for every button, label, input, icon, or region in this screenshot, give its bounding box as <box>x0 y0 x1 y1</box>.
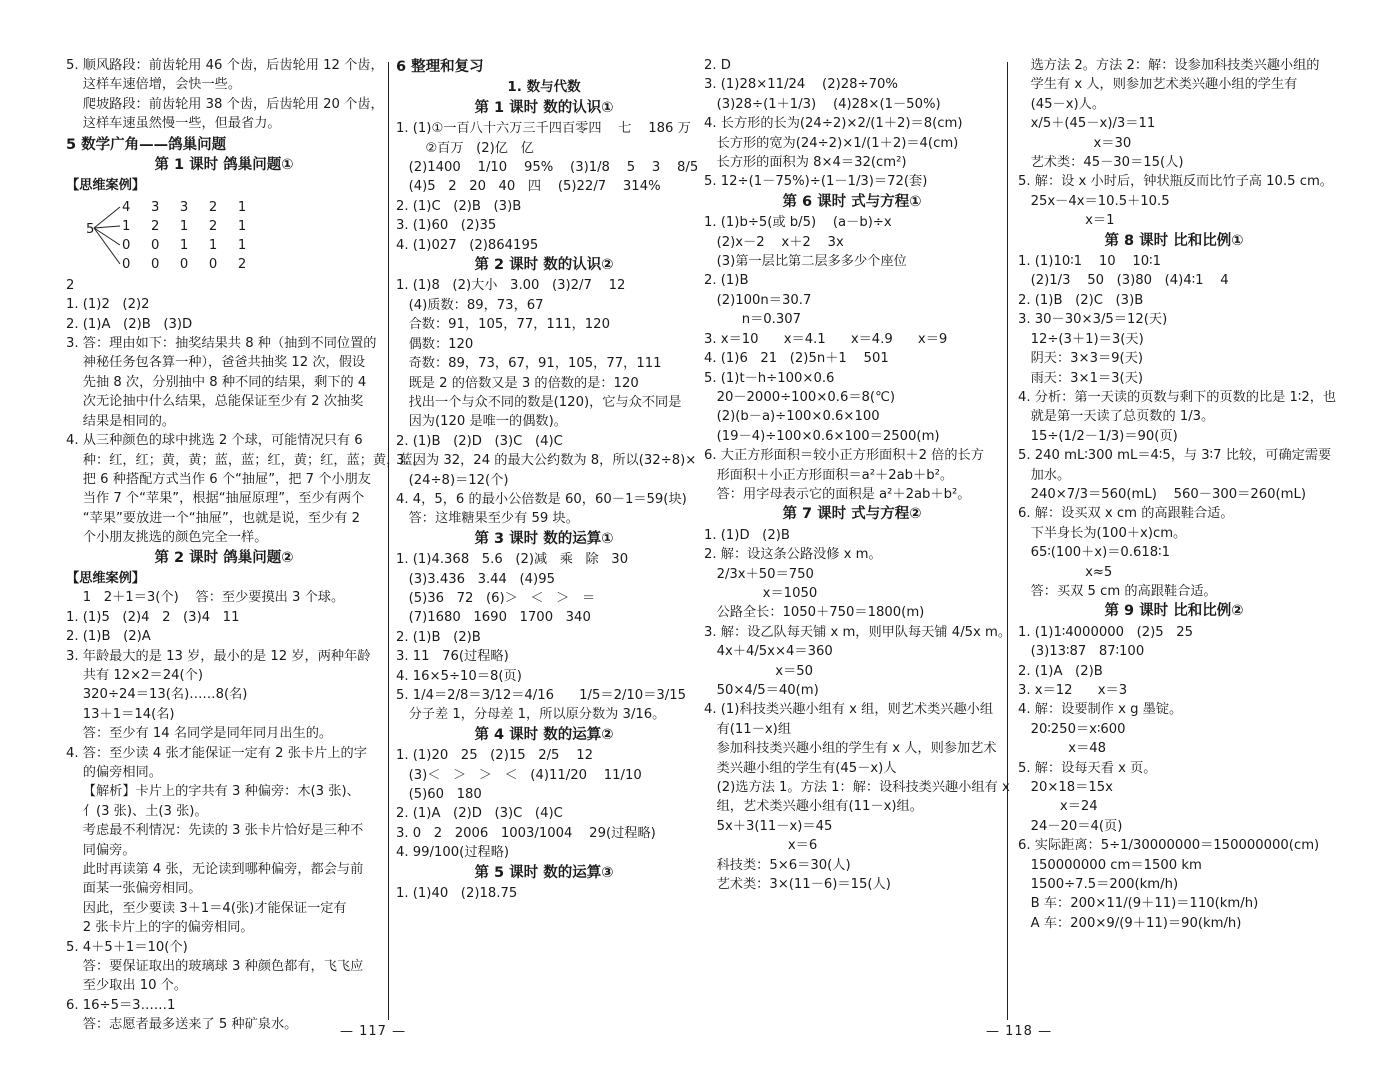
answer-line: 3. 11 76(过程略) <box>396 649 509 665</box>
continued-answers <box>704 56 1000 192</box>
answer-line: 20∶250＝x∶600 <box>1018 721 1126 737</box>
answer-line: 1. (1)b÷5(或 b/5) (a－b)÷x <box>704 215 892 231</box>
answer-line: 65∶(100＋x)＝0.618∶1 <box>1018 545 1171 561</box>
answer-line: 5. (1)t－h÷100×0.6 <box>704 370 835 386</box>
lesson-blocks <box>1018 232 1337 934</box>
answer-line: 2. D <box>704 58 731 73</box>
answer-line: 3. (1)60 (2)35 <box>396 218 497 234</box>
answer-line: (3)28÷(1＋1/3) (4)28×(1－50%) <box>704 96 941 112</box>
column-4 <box>1018 56 1337 933</box>
answer-line: 【解析】卡片上的字共有 3 种偏旁：木(3 张)、 <box>66 784 360 800</box>
answer-line: 6. 解：设买双 x cm 的高跟鞋合适。 <box>1018 506 1234 522</box>
tree-row: 0 0 1 1 1 <box>122 237 249 253</box>
answer-line: 的偏旁相同。 <box>66 765 162 780</box>
answer-line: 偶数：120 <box>396 336 474 352</box>
lesson-title: 第 9 课时 比和比例② <box>1104 603 1244 620</box>
lesson-blocks <box>396 99 699 904</box>
answer-line: 至少取出 10 个。 <box>66 978 188 994</box>
answer-line: x＝1050 <box>704 585 818 601</box>
answer-line: (2)1400 1/10 95% (3)1/8 5 3 8/5 <box>396 160 699 176</box>
answer-line: 参加科技类兴趣小组的学生有 x 人，则参加艺术 <box>704 741 997 757</box>
answer-line: 2. (1)C (2)B (3)B <box>396 198 522 214</box>
answer-line: 考虑最不利情况：先读的 3 张卡片恰好是三种不 <box>66 823 364 839</box>
answer-line: 24－20＝4(页) <box>1018 818 1123 834</box>
answer-line: 2/3x＋50＝750 <box>704 566 814 582</box>
answer-line: 阴天：3×3＝9(天) <box>1018 351 1144 367</box>
answer-line: (4)5 2 20 40 四 (5)22/7 314% <box>396 179 661 195</box>
answer-line: 下半身长为(100＋x)cm。 <box>1018 525 1187 541</box>
answer-line: 2. (1)B (2)B <box>396 629 481 645</box>
answer-line: 神秘任务包各算一种），爸爸共抽奖 12 次，假设 <box>66 355 366 371</box>
section-title: 6 整理和复习 <box>396 59 484 75</box>
answer-line: 答：买双 5 cm 的高跟鞋合适。 <box>1018 583 1217 599</box>
answer-line: 15÷(1/2－1/3)＝90(页) <box>1018 428 1178 444</box>
answer-line: 选方法 2。方法 2：解：设参加科技类兴趣小组的 <box>1018 58 1320 73</box>
answer-line: 1500÷7.5＝200(km/h) <box>1018 877 1179 893</box>
answer-line: 3. 答：理由如下：抽奖结果共 8 种（抽到不同位置的 <box>66 336 377 352</box>
answer-line: 合数：91，105，77，111，120 <box>396 317 610 333</box>
answer-line: 4. 从三种颜色的球中挑选 2 个球，可能情况只有 6 <box>66 433 363 449</box>
answer-line: 5. 12÷(1－75%)÷(1－1/3)＝72(套) <box>704 174 928 190</box>
answer-line: 6. 实际距离：5÷1/30000000＝150000000(cm) <box>1018 838 1320 854</box>
answer-line: 2. (1)B (2)D (3)C (4)C <box>396 433 563 449</box>
answer-line: 形面积＋小正方形面积＝a²＋2ab＋b²。 <box>704 467 954 483</box>
answer-line: 亻(3 张)、土(3 张)。 <box>66 803 208 819</box>
case-tag: 【思维案例】 <box>66 178 146 194</box>
answer-line: 科技类：5×6＝30(人) <box>704 857 851 873</box>
answer-line: 2. (1)B <box>704 273 749 289</box>
answer-line: 1. (1)1∶4000000 (2)5 25 <box>1018 624 1194 640</box>
answer-line: 1. (1)8 (2)大小 3.00 (3)2/7 12 <box>396 278 626 294</box>
answer-line: 3. (1)28×11/24 (2)28÷70% <box>704 77 898 93</box>
answer-line: 1. (1)20 25 (2)15 2/5 12 <box>396 748 593 764</box>
answer-line: 6. 大正方形面积＝较小正方形面积＋2 倍的长方 <box>704 448 984 464</box>
answer-line: 2 张卡片上的字的偏旁相同。 <box>66 920 254 936</box>
column-3 <box>704 56 1012 894</box>
lesson-blocks <box>704 193 1012 895</box>
answer-line: 艺术类：45－30＝15(人) <box>1018 155 1184 171</box>
lesson-title: 第 2 课时 鸽巢问题② <box>154 549 294 566</box>
answer-line: 答：这堆糖果至少有 59 块。 <box>396 511 579 527</box>
subsection-title: 1. 数与代数 <box>507 79 581 96</box>
answer-line: 2. (1)A (2)D (3)C (4)C <box>396 806 563 822</box>
answer-line: 长方形的面积为 8×4＝32(cm²) <box>704 155 907 171</box>
answer-line: 结果是相同的。 <box>66 413 176 429</box>
lesson-title: 第 3 课时 数的运算① <box>474 530 614 547</box>
lesson-title: 第 5 课时 数的运算③ <box>474 864 614 881</box>
answer-line: 同偏旁。 <box>66 842 136 858</box>
answer-line: 个小朋友挑选的颜色完全一样。 <box>66 530 268 546</box>
answer-line: (2)1/3 50 (3)80 (4)4∶1 4 <box>1018 273 1229 289</box>
answer-line: 3. 因为 32，24 的最大公约数为 8，所以(32÷8)× <box>396 453 697 469</box>
answer-line: 3. 年龄最大的是 13 岁，最小的是 12 岁，两种年龄 <box>66 648 371 664</box>
answer-line: 4. 分析：第一天读的页数与剩下的页数的比是 1∶2，也 <box>1018 389 1337 405</box>
answer-line: (24÷8)＝12(个) <box>396 472 509 488</box>
answer-line: 把 6 种搭配方式当作 6 个“抽屉”，把 7 个小朋友 <box>66 471 371 487</box>
answer-line: 25x－4x＝10.5＋10.5 <box>1018 193 1170 209</box>
answer-line: x＝48 <box>1018 741 1107 757</box>
tree-branches <box>92 198 124 274</box>
answer-line: (19－4)÷100×0.6×100＝2500(m) <box>704 428 940 444</box>
pre-section-answers <box>66 56 382 134</box>
answer-line: 5. 解：设每天看 x 页。 <box>1018 760 1157 776</box>
answer-line: (45－x)人。 <box>1018 96 1106 112</box>
lesson-title: 第 7 课时 式与方程② <box>782 506 922 523</box>
lesson-title: 第 6 课时 式与方程① <box>782 193 922 210</box>
answer-line: 既是 2 的倍数又是 3 的倍数的是：120 <box>396 375 639 391</box>
lesson-title: 第 8 课时 比和比例① <box>1104 232 1244 249</box>
answer-line: x＝30 <box>1018 135 1132 151</box>
answer-line: 答：志愿者最多送来了 5 种矿泉水。 <box>66 1017 298 1033</box>
lesson2-answers <box>66 588 382 1034</box>
answer-line: (5)60 180 <box>396 787 482 803</box>
answer-line: (7)1680 1690 1700 340 <box>396 610 591 626</box>
answer-line: (3)13∶87 87∶100 <box>1018 644 1145 660</box>
answer-line: A 车：200×9/(9＋11)＝90(km/h) <box>1018 915 1242 931</box>
answer-line: 1. (1)4.368 5.6 (2)减 乘 除 30 <box>396 552 629 568</box>
answer-line: 因此，至少要读 3＋1＝4(张)才能保证一定有 <box>66 900 347 916</box>
answer-line: 4. (1)027 (2)864195 <box>396 237 539 253</box>
answer-line: 雨天：3×1＝3(天) <box>1018 370 1144 386</box>
answer-line: 2. (1)A (2)B (3)D <box>66 316 193 332</box>
answer-line: (4)质数：89，73，67 <box>396 297 544 313</box>
answer-line: 爬坡路段：前齿轮用 38 个齿，后齿轮用 20 个齿， <box>66 96 384 112</box>
answer-line: 4. 解：设要制作 x g 墨锭。 <box>1018 702 1183 718</box>
lesson1-answers <box>66 276 426 548</box>
answer-line: 3. x＝12 x＝3 <box>1018 683 1128 698</box>
answer-line: 50×4/5＝40(m) <box>704 683 819 698</box>
answer-line: 2 <box>66 277 75 293</box>
answer-line: 答：用字母表示它的面积是 a²＋2ab＋b²。 <box>704 486 971 502</box>
number-tree <box>66 198 382 274</box>
answer-line: 公路全长：1050＋750＝1800(m) <box>704 605 925 621</box>
answer-line: (5)36 72 (6)＞ ＜ ＞ ＝ <box>396 590 596 606</box>
answer-line: x＝50 <box>704 663 814 679</box>
answer-line: (2)(b－a)÷100×0.6×100 <box>704 409 880 425</box>
answer-line: x/5＋(45－x)/3＝11 <box>1018 116 1156 132</box>
answer-line: x＝24 <box>1018 799 1098 815</box>
answer-line: 共有 12×2＝24(个) <box>66 667 204 683</box>
answer-line: n＝0.307 <box>704 312 802 328</box>
answer-line: 3. 0 2 2006 1003/1004 29(过程略) <box>396 825 656 841</box>
tree-row: 4 3 3 2 1 <box>122 199 249 215</box>
answer-line: 1. (1)①一百八十六万三千四百零四 七 186 万 <box>396 121 691 137</box>
answer-line: 3. 30－30×3/5＝12(天) <box>1018 312 1168 328</box>
answer-line: 2. (1)B (2)A <box>66 629 151 645</box>
answer-line: ②百万 (2)亿 亿 <box>396 140 534 156</box>
answer-line: 先抽 8 次，分别抽中 8 种不同的结果，剩下的 4 <box>66 374 367 390</box>
answer-line: B 车：200×11/(9＋11)＝110(km/h) <box>1018 896 1259 912</box>
answer-line: (2)选方法 1。方法 1：解：设科技类兴趣小组有 x <box>704 780 1010 796</box>
column-divider-right <box>1007 62 1008 1020</box>
column-2 <box>396 56 699 903</box>
answer-line: 类兴趣小组的学生有(45－x)人 <box>704 760 897 776</box>
answer-line: 答：至少有 14 名同学是同年同月出生的。 <box>66 726 333 742</box>
answer-line: 6. 16÷5＝3……1 <box>66 997 176 1013</box>
answer-line: 2. (1)B (2)C (3)B <box>1018 292 1144 308</box>
answer-line: 找出一个与众不同的数是(120)，它与众不同是 <box>396 394 682 410</box>
case-tag: 【思维案例】 <box>66 570 146 586</box>
answer-line: 分子差 1，分母差 1，所以原分数为 3/16。 <box>396 707 666 723</box>
answer-line: 3. 解：设乙队每天铺 x m，则甲队每天铺 4/5x m。 <box>704 624 1012 640</box>
answer-line: 2. 解：设这条公路没修 x m。 <box>704 547 882 563</box>
answer-line: (2)100n＝30.7 <box>704 292 812 308</box>
answer-line: 150000000 cm＝1500 km <box>1018 857 1202 873</box>
answer-line: 这样车速虽然慢一些，但最省力。 <box>66 116 281 132</box>
answer-line: (3)＜ ＞ ＞ ＜ (4)11/20 11/10 <box>396 767 642 783</box>
page-number-right: — 118 — <box>986 1024 1053 1039</box>
answer-line: “苹果”要放进一个“抽屉”，也就是说，至少有 2 <box>66 510 361 526</box>
answer-line: 就是第一天读了总页数的 1/3。 <box>1018 409 1215 425</box>
answer-line: 有(11－x)组 <box>704 721 792 737</box>
answer-line: 20×18＝15x <box>1018 780 1113 796</box>
answer-line: (3)3.436 3.44 (4)95 <box>396 571 555 587</box>
answer-line: x＝6 <box>704 838 818 854</box>
answer-line: 5x＋3(11－x)＝45 <box>704 818 833 834</box>
answer-line: 此时再读第 4 张，无论读到哪种偏旁，都会与前 <box>66 862 364 878</box>
answer-line: 5. 1/4＝2/8＝3/12＝4/16 1/5＝2/10＝3/15 <box>396 688 686 703</box>
answer-line: 奇数：89，73，67，91，105，77，111 <box>396 356 662 372</box>
answer-line: 5. 顺风路段：前齿轮用 46 个齿，后齿轮用 12 个齿， <box>66 58 384 73</box>
answer-line: 5. 解：设 x 小时后，钟状瓶反而比竹子高 10.5 cm。 <box>1018 174 1333 190</box>
continued-answers <box>1018 56 1333 231</box>
answer-line: 1. (1)40 (2)18.75 <box>396 886 518 902</box>
answer-line: 答：要保证取出的玻璃球 3 种颜色都有，飞飞应 <box>66 959 364 975</box>
column-divider-left <box>388 62 389 1020</box>
answer-line: 13＋1＝14(名) <box>66 706 175 722</box>
answer-line: 4. 99/100(过程略) <box>396 845 510 861</box>
answer-line: 4. 答：至少读 4 张才能保证一定有 2 张卡片上的字 <box>66 745 367 761</box>
answer-line: 长方形的宽为(24÷2)×1/(1＋2)＝4(cm) <box>704 135 959 151</box>
answer-line: (2)x－2 x＋2 3x <box>704 234 844 250</box>
answer-line: 12÷(3＋1)＝3(天) <box>1018 331 1144 347</box>
lesson-title: 第 1 课时 数的认识① <box>474 99 614 116</box>
answer-line: 次无论抽中什么结果，总能保证至少有 2 次抽奖 <box>66 394 364 410</box>
answer-line: 5. 240 mL∶300 mL＝4∶5，与 3∶7 比较，可确定需要 <box>1018 448 1332 464</box>
answer-line: 20－2000÷100×0.6＝8(℃) <box>704 389 896 405</box>
lesson-title: 第 1 课时 鸽巢问题① <box>154 157 294 174</box>
answer-line: x＝1 <box>1018 213 1115 229</box>
lesson-title: 第 4 课时 数的运算② <box>474 726 614 743</box>
answer-line: 1. (1)D (2)B <box>704 527 790 543</box>
answer-line: 1 2＋1＝3(个) 答：至少要摸出 3 个球。 <box>66 590 345 606</box>
lesson-title: 第 2 课时 数的认识② <box>474 257 614 274</box>
answer-line: 4. 4，5，6 的最小公倍数是 60，60－1＝59(块) <box>396 491 687 507</box>
answer-line: x≈5 <box>1018 564 1113 580</box>
answer-line: 种：红，红；黄，黄；蓝，蓝；红，黄；红，蓝；黄，蓝。 <box>66 452 426 468</box>
answer-line: 当作 7 个“苹果”，根据“抽屉原理”，至少有两个 <box>66 491 365 507</box>
answer-line: 4. (1)科技类兴趣小组有 x 组，则艺术类兴趣小组 <box>704 702 994 718</box>
answer-line: 因为(120 是唯一的偶数)。 <box>396 414 567 430</box>
answer-line: 2. (1)A (2)B <box>1018 663 1103 679</box>
section-title: 5 数学广角——鸽巢问题 <box>66 136 227 153</box>
answer-line: 1. (1)10∶1 10 10∶1 <box>1018 254 1161 270</box>
answer-line: 学生有 x 人，则参加艺术类兴趣小组的学生有 <box>1018 77 1298 93</box>
answer-line: 4. (1)6 21 (2)5n＋1 501 <box>704 351 889 367</box>
page-number-left: — 117 — <box>340 1024 407 1039</box>
answer-line: 3. x＝10 x＝4.1 x＝4.9 x＝9 <box>704 331 948 347</box>
answer-line: 1. (1)2 (2)2 <box>66 297 150 313</box>
answer-line: 1. (1)5 (2)4 2 (3)4 11 <box>66 609 240 625</box>
answer-line: 4. 长方形的长为(24÷2)×2/(1＋2)＝8(cm) <box>704 116 963 132</box>
tree-root: 5 <box>86 221 95 237</box>
answer-line: 这样车速倍增，会快一些。 <box>66 77 242 93</box>
answer-line: 240×7/3＝560(mL) 560－300＝260(mL) <box>1018 486 1306 502</box>
answer-line: 4. 16×5÷10＝8(页) <box>396 668 522 684</box>
tree-row: 0 0 0 0 2 <box>122 256 249 272</box>
tree-row: 1 2 1 2 1 <box>122 218 249 234</box>
answer-line: 5. 4＋5＋1＝10(个) <box>66 939 188 955</box>
answer-line: (3)第一层比第二层多多少个座位 <box>704 254 907 270</box>
answer-line: 4x＋4/5x×4＝360 <box>704 644 833 660</box>
answer-line: 加水。 <box>1018 467 1071 483</box>
answer-line: 艺术类：3×(11－6)＝15(人) <box>704 877 891 893</box>
answer-line: 组，艺术类兴趣小组有(11－x)组。 <box>704 799 923 815</box>
answer-line: 320÷24＝13(名)……8(名) <box>66 687 248 703</box>
answer-line: 面某一张偏旁相同。 <box>66 881 202 897</box>
